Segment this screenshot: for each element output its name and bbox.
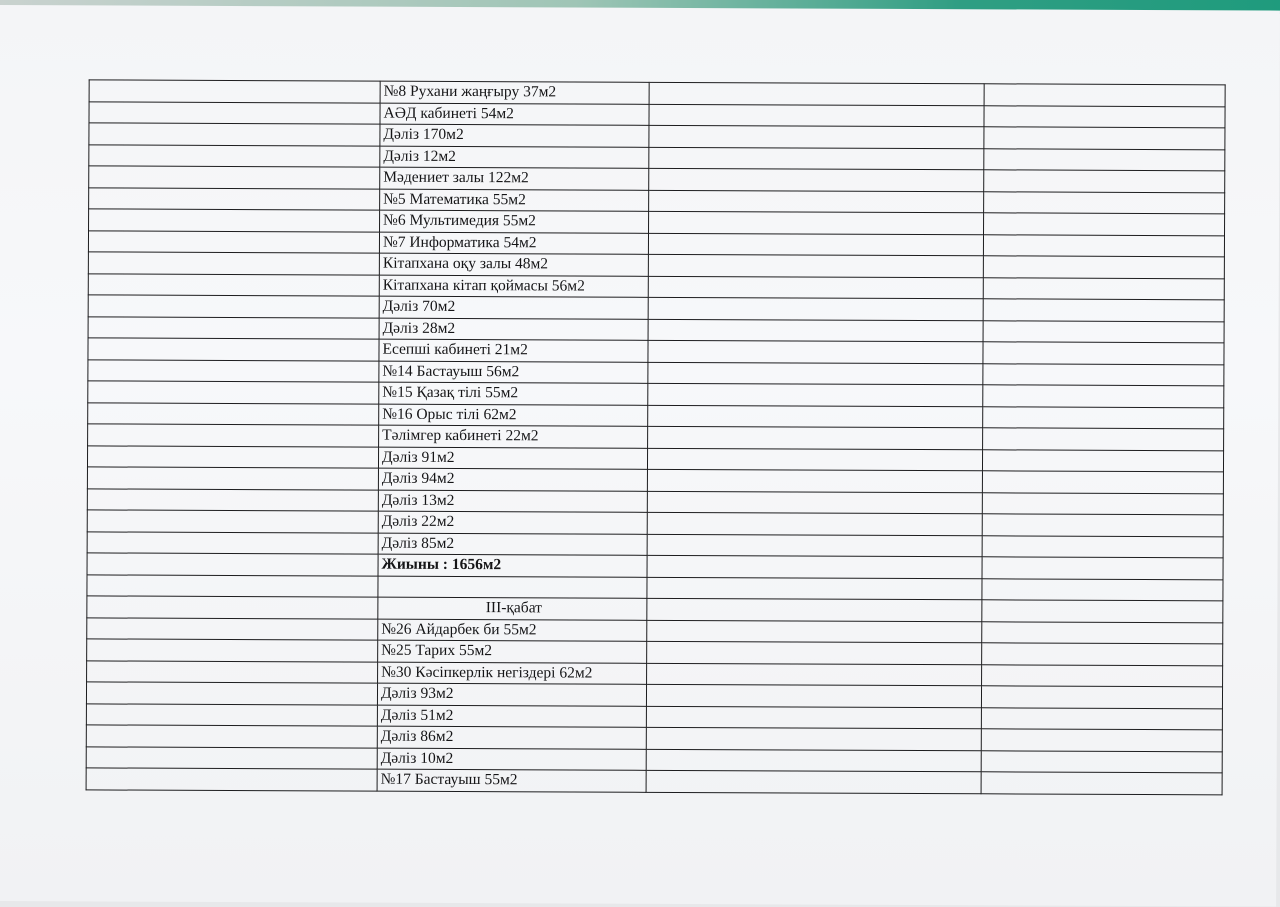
empty-cell	[646, 770, 981, 793]
empty-cell	[89, 144, 380, 167]
room-name-cell: Дәліз 85м2	[378, 533, 647, 556]
room-name-cell: №8 Рухани жаңғыру 37м2	[380, 81, 649, 104]
empty-cell	[983, 234, 1224, 257]
empty-cell	[86, 768, 377, 791]
empty-cell	[981, 686, 1222, 709]
room-name-cell: №25 Тарих 55м2	[378, 640, 647, 663]
room-name-cell: Кітапхана кітап қоймасы 56м2	[379, 275, 648, 298]
empty-cell	[984, 170, 1225, 193]
empty-cell	[647, 663, 982, 686]
room-name-cell	[378, 576, 647, 599]
empty-cell	[87, 553, 378, 576]
empty-cell	[647, 512, 982, 535]
empty-cell	[983, 299, 1224, 322]
document-page	[0, 5, 1280, 907]
empty-cell	[984, 213, 1225, 236]
empty-cell	[983, 385, 1224, 408]
empty-cell	[648, 297, 983, 320]
empty-cell	[647, 534, 982, 557]
empty-cell	[982, 621, 1223, 644]
empty-cell	[984, 191, 1225, 214]
room-name-cell: №26 Айдарбек би 55м2	[378, 619, 647, 642]
empty-cell	[87, 488, 378, 511]
room-name-cell: Дәліз 22м2	[378, 511, 647, 534]
empty-cell	[647, 641, 982, 664]
empty-cell	[984, 127, 1225, 150]
room-name-cell: Дәліз 12м2	[380, 146, 649, 169]
empty-cell	[648, 426, 983, 449]
empty-cell	[648, 319, 983, 342]
empty-cell	[981, 772, 1222, 795]
empty-cell	[647, 577, 982, 600]
room-name-cell: №7 Информатика 54м2	[379, 232, 648, 255]
empty-cell	[646, 727, 981, 750]
empty-cell	[89, 209, 380, 232]
empty-cell	[649, 82, 984, 105]
table-body	[86, 80, 1225, 794]
empty-cell	[647, 491, 982, 514]
empty-cell	[647, 469, 982, 492]
empty-cell	[982, 492, 1223, 515]
empty-cell	[87, 574, 378, 597]
empty-cell	[86, 746, 377, 769]
empty-cell	[86, 682, 377, 705]
room-name-cell: №16 Орыс тілі 62м2	[379, 404, 648, 427]
empty-cell	[984, 105, 1225, 128]
empty-cell	[89, 123, 380, 146]
room-name-cell: Дәліз 51м2	[377, 705, 646, 728]
room-name-cell: №6 Мультимедия 55м2	[380, 210, 649, 233]
empty-cell	[649, 190, 984, 213]
room-name-cell: №30 Кәсіпкерлік негіздері 62м2	[378, 662, 647, 685]
empty-cell	[649, 211, 984, 234]
empty-cell	[982, 471, 1223, 494]
room-name-cell: Тәлімгер кабинеті 22м2	[379, 425, 648, 448]
empty-cell	[649, 147, 984, 170]
empty-cell	[981, 707, 1222, 730]
empty-cell	[646, 706, 981, 729]
empty-cell	[984, 148, 1225, 171]
empty-cell	[983, 256, 1224, 279]
table-row	[86, 768, 1222, 794]
empty-cell	[88, 359, 379, 382]
empty-cell	[648, 383, 983, 406]
room-name-cell: Мәдениет залы 122м2	[380, 167, 649, 190]
empty-cell	[87, 467, 378, 490]
empty-cell	[86, 725, 377, 748]
empty-cell	[981, 750, 1222, 773]
room-name-cell: Дәліз 94м2	[378, 468, 647, 491]
empty-cell	[648, 233, 983, 256]
empty-cell	[982, 449, 1223, 472]
empty-cell	[983, 363, 1224, 386]
room-area-table	[86, 79, 1226, 794]
empty-cell	[983, 428, 1224, 451]
empty-cell	[648, 340, 983, 363]
empty-cell	[88, 295, 379, 318]
empty-cell	[88, 381, 379, 404]
empty-cell	[647, 555, 982, 578]
empty-cell	[649, 104, 984, 127]
empty-cell	[88, 424, 379, 447]
room-name-cell: Дәліз 91м2	[378, 447, 647, 470]
empty-cell	[89, 166, 380, 189]
room-name-cell: Дәліз 28м2	[379, 318, 648, 341]
empty-cell	[982, 535, 1223, 558]
empty-cell	[646, 684, 981, 707]
room-name-cell: АӘД кабинеті 54м2	[380, 103, 649, 126]
empty-cell	[648, 276, 983, 299]
empty-cell	[648, 362, 983, 385]
empty-cell	[983, 320, 1224, 343]
room-name-cell: №14 Бастауыш 56м2	[379, 361, 648, 384]
empty-cell	[982, 514, 1223, 537]
empty-cell	[981, 729, 1222, 752]
empty-cell	[89, 80, 380, 103]
empty-cell	[647, 620, 982, 643]
empty-cell	[649, 168, 984, 191]
empty-cell	[89, 187, 380, 210]
room-name-cell: Дәліз 86м2	[377, 726, 646, 749]
empty-cell	[88, 402, 379, 425]
empty-cell	[87, 596, 378, 619]
room-name-cell: Дәліз 10м2	[377, 748, 646, 771]
empty-cell	[648, 405, 983, 428]
empty-cell	[646, 749, 981, 772]
room-name-cell: Дәліз 13м2	[378, 490, 647, 513]
empty-cell	[88, 273, 379, 296]
room-name-cell: №15 Қазақ тілі 55м2	[379, 382, 648, 405]
room-name-cell: Дәліз 93м2	[377, 683, 646, 706]
room-name-cell: №5 Математика 55м2	[380, 189, 649, 212]
empty-cell	[86, 703, 377, 726]
room-name-cell: №17 Бастауыш 55м2	[377, 769, 646, 792]
empty-cell	[87, 531, 378, 554]
empty-cell	[984, 84, 1225, 107]
empty-cell	[647, 448, 982, 471]
empty-cell	[983, 406, 1224, 429]
room-name-cell: ІІІ-қабат	[378, 597, 647, 620]
empty-cell	[87, 617, 378, 640]
empty-cell	[982, 578, 1223, 601]
empty-cell	[87, 660, 378, 683]
room-name-cell: Дәліз 170м2	[380, 124, 649, 147]
empty-cell	[982, 643, 1223, 666]
empty-cell	[647, 598, 982, 621]
empty-cell	[89, 101, 380, 124]
empty-cell	[88, 316, 379, 339]
empty-cell	[88, 338, 379, 361]
empty-cell	[88, 230, 379, 253]
room-name-cell: Есепші кабинеті 21м2	[379, 339, 648, 362]
room-name-cell: Дәліз 70м2	[379, 296, 648, 319]
empty-cell	[982, 600, 1223, 623]
empty-cell	[982, 664, 1223, 687]
room-name-cell: Жиыны : 1656м2	[378, 554, 647, 577]
empty-cell	[983, 277, 1224, 300]
empty-cell	[88, 252, 379, 275]
empty-cell	[648, 254, 983, 277]
room-name-cell: Кітапхана оқу залы 48м2	[379, 253, 648, 276]
empty-cell	[87, 445, 378, 468]
empty-cell	[982, 557, 1223, 580]
empty-cell	[87, 510, 378, 533]
empty-cell	[649, 125, 984, 148]
empty-cell	[983, 342, 1224, 365]
empty-cell	[87, 639, 378, 662]
